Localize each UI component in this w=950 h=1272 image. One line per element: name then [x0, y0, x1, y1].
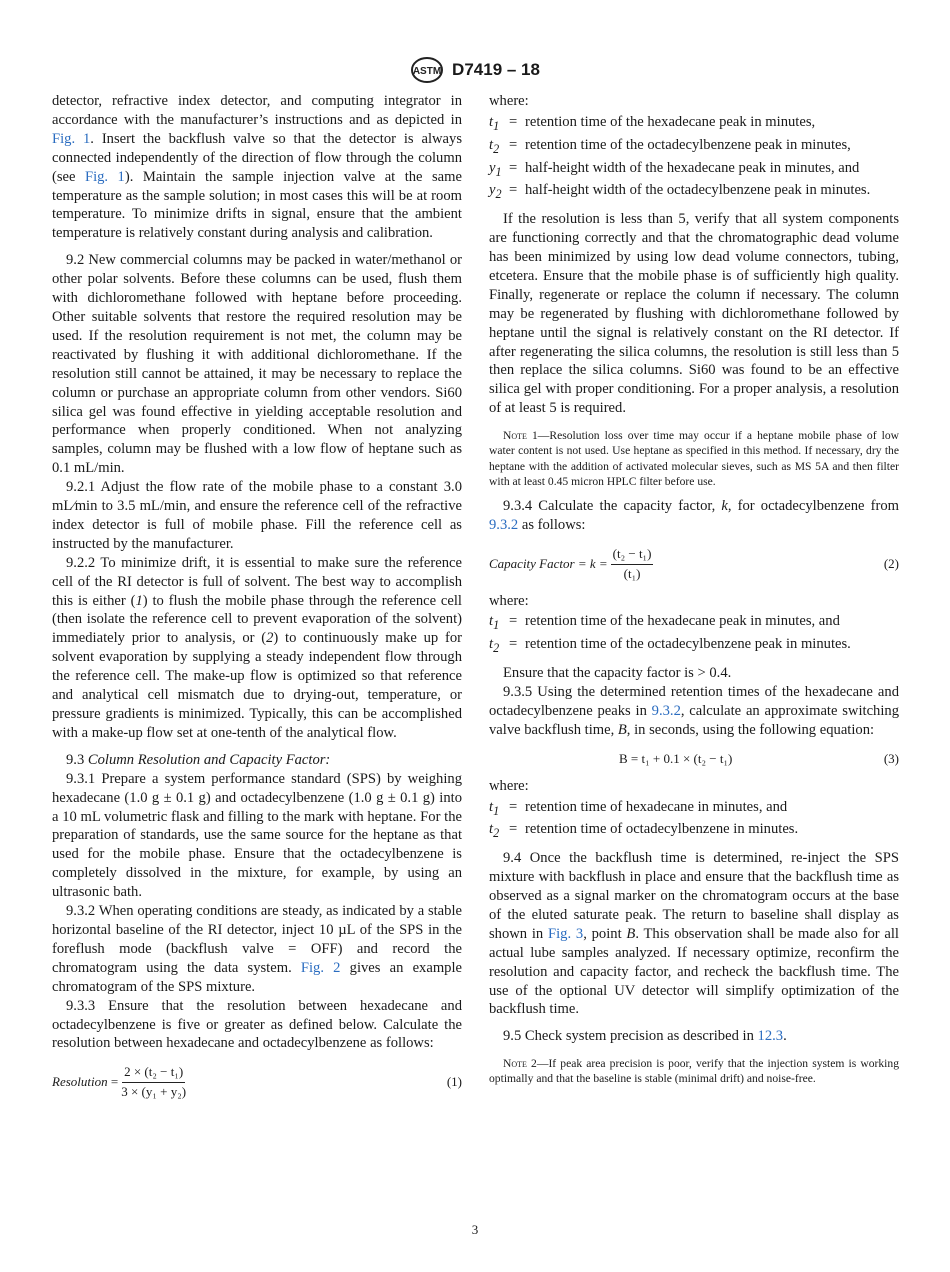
text-run: 9.4 Once the backflush time is determined, re-inject the SPS mixture with backflush in place and ensure that the backflush time as observed as a signal marker on the chromatogram occurs at the base of the eluted saturate peak. The return to baseline shall display as shown in	[489, 850, 899, 942]
variable-subscript: 2	[493, 826, 500, 841]
equation-lhs: Capacity Factor = k =	[489, 555, 608, 571]
definition-text: retention time of the hexadecane peak in minutes,	[525, 113, 816, 130]
italic-text: B	[617, 721, 627, 738]
variable-symbol	[489, 612, 509, 635]
text-run: 9.3	[66, 751, 88, 768]
variable-symbol	[489, 159, 509, 182]
text-run: 9.3.1 Prepare a system performance standard (SPS) by weighing hexadecane (1.0 g ± 0.1 g) and octadecylbenzene (1.0 g ± 0.1 g) into a 10 mL volumetric flask and filling to the mark with heptane. For the preparation of standards, use the same source for the heptane as that used for the mobile phase. Ensure that the octadecylbenzene is completely dissolved in the mixture, for example, by using an ultrasonic bath.	[52, 770, 462, 901]
text-run: 9.3.2 When operating conditions are steady, as indicated by a stable horizontal baseline of the RI detector, inject 10 µL of the SPS in the foreflush mode (backflush valve = OFF) and record the chromatogram using the data system.	[52, 903, 462, 976]
note-2	[489, 1056, 899, 1086]
paragraph	[52, 770, 462, 902]
note-label: Note 1	[503, 429, 538, 443]
definition-text: retention time of octadecylbenzene in minutes.	[525, 821, 799, 838]
equals-sign: =	[509, 821, 518, 838]
paragraph-group	[489, 210, 899, 418]
variable-subscript: 1	[495, 164, 502, 179]
variable-subscript: 1	[493, 118, 500, 133]
equation-denominator: (t₁)	[623, 565, 641, 581]
paragraph-group	[489, 849, 899, 1046]
italic-text: 1	[135, 592, 143, 609]
text-run: 9.3.3 Ensure that the resolution between hexadecane and octadecylbenzene is five or greater as defined below. Calculate the resolution between hexadecane and octadecylbenzene as follows:	[52, 997, 462, 1052]
definition-list	[489, 113, 899, 204]
left-column	[52, 92, 462, 1110]
equation-3	[489, 750, 899, 769]
variable-symbol	[489, 820, 509, 843]
paragraph	[52, 92, 462, 243]
definition-text: half-height width of the octadecylbenzene peak in minutes.	[525, 182, 871, 199]
text-run: ). Maintain the sample injection valve at the same temperature as the sample solution; in most cases this will be at room temperature. To minimize drifts in signal, ensure that the ambient temperature is relatively constant during analysis and calibration.	[52, 168, 462, 242]
text-run: 9.2.2 To minimize drift, it is essential to make sure the reference cell of the RI detector is full of solvent. The best way to accomplish this is either (	[52, 554, 462, 609]
equation-number: (3)	[883, 750, 899, 766]
paragraph	[52, 997, 462, 1054]
definition-text: retention time of the octadecylbenzene peak in minutes,	[525, 136, 851, 153]
text-run: , point	[583, 925, 627, 942]
text-run: , calculate an approximate switching valve backflush time,	[489, 702, 899, 738]
paragraph	[489, 210, 899, 418]
text-run: detector, refractive index detector, and computing integrator in accordance with the manufacturer’s instructions and as depicted in	[52, 93, 462, 128]
equals-sign: =	[509, 798, 518, 815]
paragraph	[52, 251, 462, 478]
definition-list	[489, 612, 899, 658]
astm-logo-icon	[410, 56, 444, 84]
variable-letter: t	[489, 821, 494, 838]
equation-1: Resolution = $\frac{\text{2 × (t₂ − t₁)}}{\text{3 × (y₁ + y₂)}}$ (1)	[52, 1063, 462, 1102]
note-text: —If peak area precision is poor, verify that the injection system is working optimally and that the baseline is stable (minimal drift) and noise-free.	[489, 1057, 899, 1086]
text-run: .	[783, 1028, 787, 1045]
text-run: ) to continuously make up for solvent evaporation by supplying a steady independent flow through the reference cell. The make-up flow is optimized so that reference and analytical cell mismatch due to drying-out, temperature, or pressure gradients is minimized. Typically, this can be accomplished with a make-up flow set at one-tenth of the analytical flow.	[52, 630, 462, 741]
equation-expression: B = t₁ + 0.1 × (t₂ − t₁)	[619, 750, 733, 766]
variable-letter: t	[489, 613, 494, 630]
text-run: , for octadecylbenzene from	[727, 497, 899, 514]
text-run: Ensure that the capacity factor is > 0.4.	[503, 665, 732, 682]
variable-letter: y	[489, 182, 496, 199]
note-label: Note 2	[503, 1057, 537, 1071]
where-label: where:	[489, 93, 529, 109]
text-run: If the resolution is less than 5, verify that all system components are functioning correctly and that the chromatographic dead volume has been minimized by using low dead volume connectors, tubing, etcetera. Ensure that the mobile phase is of sufficiently high quality. Finally, regenerate or replace the column if necessary. The column may be regenerated by flushing with dichloromethane followed by heptane until the signal is relatively constant on the RI detector. If after regenerating the silica columns, the resolution is still less than 5 then replace the silica columns. Si60 was found to be an effective silica gel with proper conditioning. For a proper analysis, a resolution of at least 5 is required.	[489, 211, 899, 417]
variable-letter: t	[489, 798, 494, 815]
text-run: , in seconds, using the following equation:	[626, 721, 875, 738]
paragraph	[489, 849, 899, 1019]
equals-sign: =	[509, 182, 518, 199]
variable-subscript: 1	[493, 618, 500, 633]
equals-sign: =	[509, 113, 518, 130]
svg-text:ASTM: ASTM	[412, 66, 442, 77]
variable-subscript: 2	[495, 187, 502, 202]
text-run: . This observation shall be made also for all actual lube samples analyzed. If necessary optimize, reconfirm the resolution and capacity factor, and recheck the backflush time. The use of the optional UV detector will simplify optimization of the backflush time.	[489, 925, 899, 1018]
definition-text: retention time of the hexadecane peak in minutes, and	[525, 613, 840, 630]
paragraph	[52, 902, 462, 997]
cross-reference-link[interactable]: Fig. 1	[52, 130, 91, 147]
definition-text: half-height width of the hexadecane peak in minutes, and	[525, 159, 860, 176]
variable-subscript: 2	[493, 141, 500, 156]
equation-2	[489, 545, 899, 584]
equation-numerator: (t₂ − t₁)	[611, 545, 654, 565]
note-1	[489, 428, 899, 489]
variable-symbol	[489, 635, 509, 658]
paragraph-group	[489, 497, 899, 535]
equals-sign: =	[509, 159, 518, 176]
cross-reference-link[interactable]: 9.3.2	[651, 702, 681, 719]
paragraph	[489, 1027, 899, 1046]
paragraph	[489, 683, 899, 740]
cross-reference-link[interactable]: 12.3	[757, 1028, 784, 1045]
document-code: D7419 – 18	[452, 60, 540, 79]
definition-list	[489, 798, 899, 844]
variable-symbol	[489, 136, 509, 159]
where-label: where:	[489, 777, 529, 794]
cross-reference-link[interactable]: Fig. 3	[548, 925, 584, 942]
variable-letter: t	[489, 136, 494, 153]
where-label: where:	[489, 592, 529, 609]
paragraph	[489, 497, 899, 535]
paragraph-group	[489, 664, 899, 740]
cross-reference-link[interactable]: Fig. 2	[300, 959, 341, 976]
equation-lhs: Resolution	[52, 1074, 108, 1090]
text-run: gives an example chromatogram of the SPS mixture.	[52, 959, 462, 995]
variable-letter: y	[489, 159, 496, 176]
text-run: 9.2 New commercial columns may be packed in water/methanol or other polar solvents. Before these columns can be used, flush them with dichloromethane followed with heptane before proceeding. Other suitable solvents that restore the required resolution may be used. If the resolution requirement is not met, the column may be reactivated by flushing it with additional dichloromethane. If the resolution still cannot be attained, it may be necessary to replace the column or purchase an appropriate column from other vendors. Si60 silica gel was found effective in yielding acceptable resolution and performance when properly conditioned. When not analyzing samples, column may be flushed with a low flow of heptane such as 0.1 mL/min.	[52, 252, 462, 477]
paragraph	[52, 554, 462, 743]
text-run: 9.3.4 Calculate the capacity factor,	[503, 497, 722, 514]
italic-text: Column Resolution and Capacity Factor:	[87, 751, 331, 768]
cross-reference-link[interactable]: Fig. 1	[84, 168, 125, 185]
page-number: 3	[471, 1222, 479, 1237]
page-header	[0, 56, 950, 84]
variable-symbol	[489, 113, 509, 136]
right-column	[489, 92, 899, 1095]
variable-subscript: 1	[493, 803, 500, 818]
paragraph-group	[52, 92, 462, 1053]
definition-text: retention time of the octadecylbenzene peak in minutes.	[525, 636, 851, 653]
paragraph	[52, 478, 462, 554]
cross-reference-link[interactable]: 9.3.2	[489, 516, 519, 533]
italic-text: k	[721, 497, 728, 514]
equation-number: (1)	[446, 1074, 462, 1090]
paragraph	[52, 751, 462, 770]
text-run: 9.5 Check system precision as described in	[503, 1028, 758, 1045]
paragraph	[489, 664, 899, 683]
variable-symbol	[489, 181, 509, 204]
equation-denominator: 3 × (y₁ + y₂)	[121, 1084, 187, 1100]
text-run: ) to flush the mobile phase through the reference cell (then isolate the reference cell to prevent evaporation of the solvent) immediately prior to analysis, or (	[52, 592, 462, 647]
italic-text: 2	[266, 630, 274, 647]
variable-letter: t	[489, 113, 494, 130]
equation-numerator: 2 × (t₂ − t₁)	[122, 1063, 185, 1083]
italic-text: B	[626, 925, 636, 942]
note-text: —Resolution loss over time may occur if a heptane mobile phase of low water content is not used. Use heptane as specified in this method. If necessary, dry the heptane with the addition of activated molecular sieves, such as MS 5A and then filter with at least 0.45 micron HPLC filter before use.	[489, 429, 899, 488]
equals-sign: =	[509, 136, 518, 153]
equals-sign: =	[509, 613, 518, 630]
text-run: as follows:	[518, 516, 586, 533]
variable-letter: t	[489, 636, 494, 653]
equals-sign: =	[509, 636, 518, 653]
variable-symbol	[489, 798, 509, 821]
text-run: 9.2.1 Adjust the flow rate of the mobile phase to a constant 3.0 mL⁄min to 3.5 mL/min, and ensure the reference cell of the refractive index detector is full of mobile phase. Fill the reference cell as instructed by the manufacturer.	[52, 479, 462, 552]
definition-text: retention time of hexadecane in minutes, and	[525, 798, 788, 815]
text-run: . Insert the backflush valve so that the detector is always connected independently of the direction of flow through the column (see	[52, 130, 462, 185]
variable-subscript: 2	[493, 641, 500, 656]
equation-number: (2)	[883, 555, 899, 571]
text-run: 9.3.5 Using the determined retention times of the hexadecane and octadecylbenzene peaks in	[489, 684, 899, 719]
